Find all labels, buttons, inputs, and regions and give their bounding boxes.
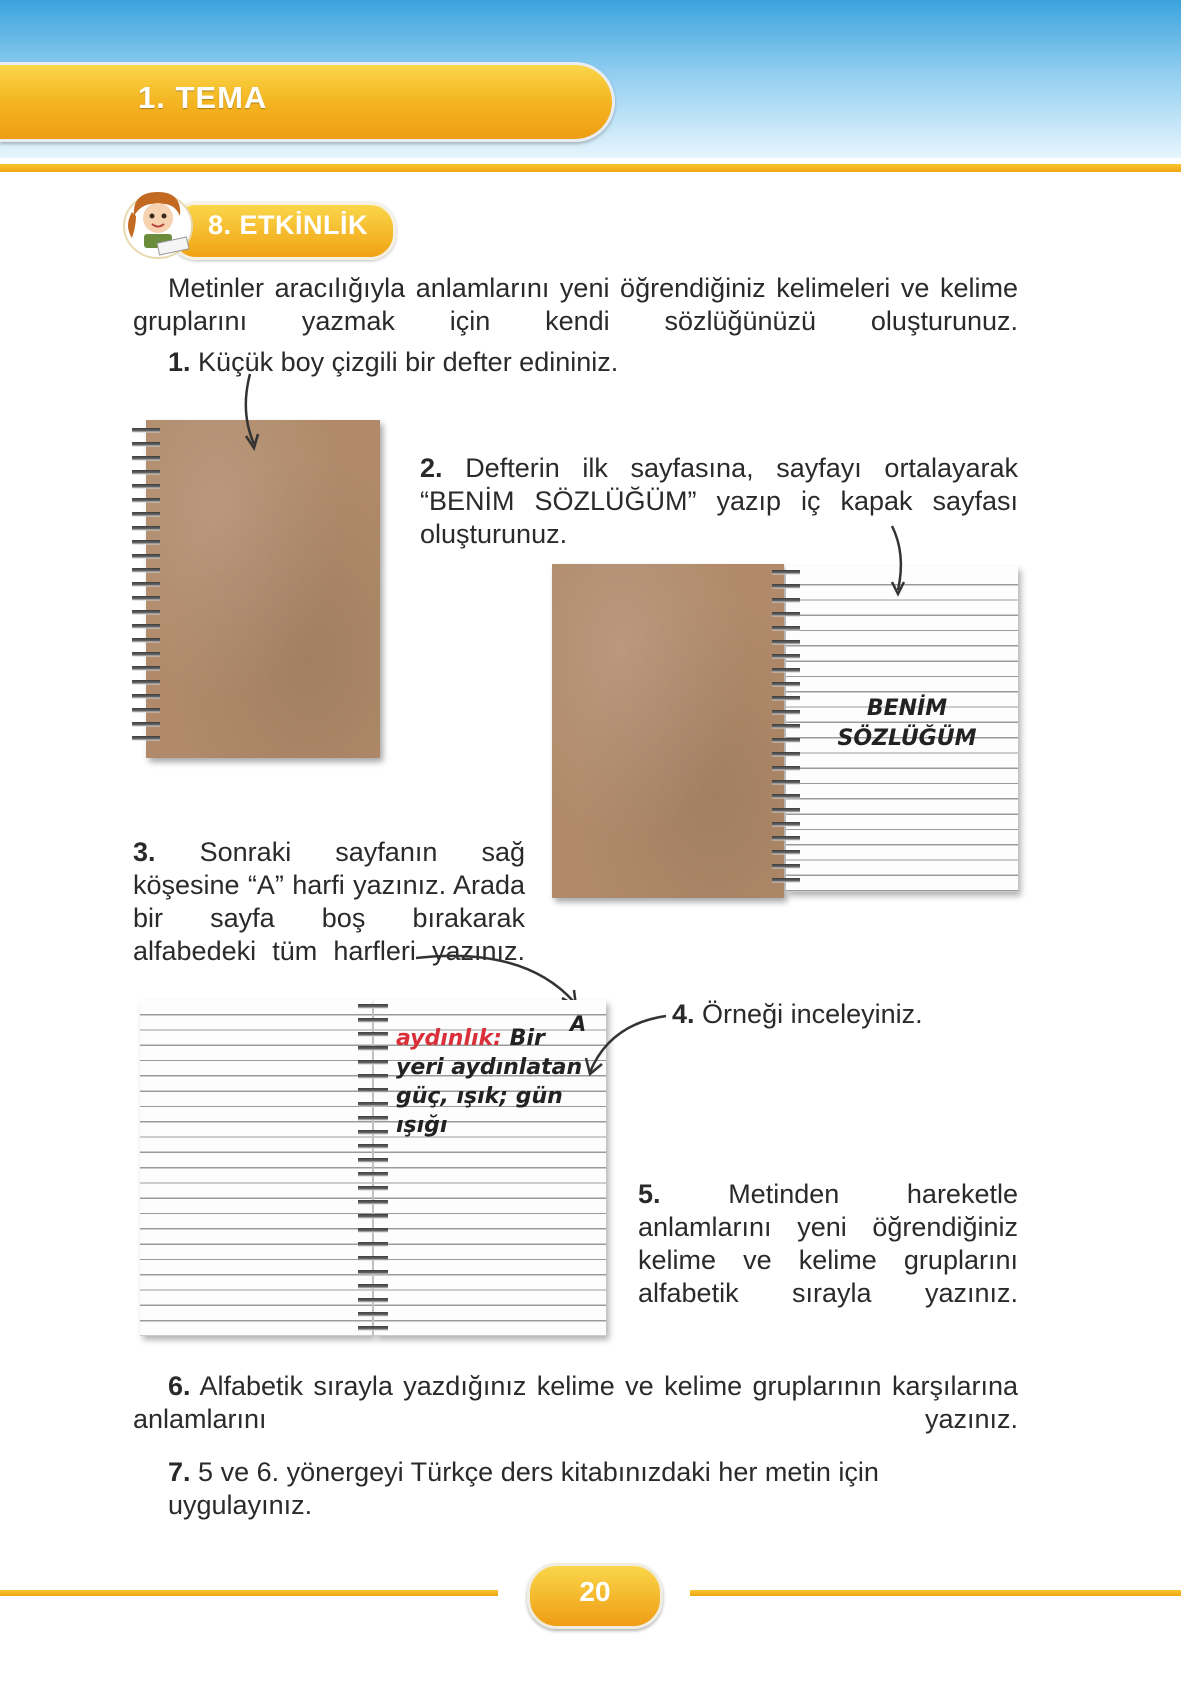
step-7 (168, 1456, 1028, 1522)
footer-divider-right (690, 1590, 1181, 1596)
arrow-icon (236, 372, 266, 456)
step-3-text: Sonraki sayfanın sağ köşesine “A” harfi yazınız. Arada bir sayfa boş bırakarak alfabedeki tüm harfleri yazınız. (133, 837, 525, 966)
step-7-text: 5 ve 6. yönergeyi Türkçe ders kitabınızdaki her metin için uygulayınız. (168, 1457, 879, 1520)
step-1-number: 1. (168, 347, 191, 377)
example-definition-line1: Bir (509, 1026, 545, 1051)
student-mascot-icon (118, 182, 198, 262)
activity-title: 8. ETKİNLİK (208, 210, 369, 240)
step-1-text: Küçük boy çizgili bir defter edininiz. (198, 347, 619, 377)
arrow-icon (884, 524, 914, 600)
theme-banner (0, 62, 615, 142)
theme-title: 1. TEMA (138, 80, 268, 115)
notebook-spiral (132, 428, 160, 750)
step-6 (133, 1370, 1018, 1436)
example-entry (396, 1024, 600, 1140)
step-2-text: Defterin ilk sayfasına, sayfayı ortalayarak “BENİM SÖZLÜĞÜM” yazıp iç kapak sayfası oluşturunuz. (420, 453, 1018, 549)
closed-notebook (146, 420, 380, 758)
step-2-number: 2. (420, 453, 443, 483)
footer-divider-left (0, 1590, 498, 1596)
dictionary-title-line2: SÖZLÜĞÜM (837, 726, 977, 751)
example-definition-line4: ışığı (396, 1113, 448, 1138)
step-4-number: 4. (672, 999, 695, 1029)
step-4 (672, 998, 1012, 1031)
step-5 (638, 1178, 1018, 1310)
step-5-text: Metinden hareketle anlamlarını yeni öğrendiğiniz kelime ve kelime gruplarını alfabetik sırayla yazınız. (638, 1179, 1018, 1308)
step-6-text: Alfabetik sırayla yazdığınız kelime ve kelime gruplarının karşılarına anlamlarını yazınız. (133, 1371, 1018, 1434)
example-letter: A (570, 1012, 587, 1036)
header-divider (0, 164, 1181, 172)
intro-paragraph: Metinler aracılığıyla anlamlarını yeni öğrendiğiniz kelimeleri ve kelime gruplarını yazmak için kendi sözlüğünüzü oluşturunuz. (133, 273, 1018, 336)
step-7-number: 7. (168, 1457, 191, 1487)
dictionary-title (800, 694, 1014, 754)
example-definition-line3: güç, ışık; gün (396, 1084, 563, 1109)
step-4-text: Örneği inceleyiniz. (702, 999, 923, 1029)
step-2 (420, 452, 1018, 551)
example-word: aydınlık: (396, 1026, 502, 1051)
arrow-icon (580, 1010, 670, 1080)
notebook-spiral (772, 570, 800, 892)
page-number: 20 (579, 1576, 611, 1607)
example-definition-line2: yeri aydınlatan (396, 1055, 583, 1080)
step-1 (168, 346, 868, 379)
notebook-spiral (358, 1004, 388, 1332)
step-3-number: 3. (133, 837, 156, 867)
step-3 (133, 836, 525, 968)
notebook-cover-open (552, 564, 784, 898)
dictionary-title-line1: BENİM (866, 696, 948, 721)
example-left-page (140, 1000, 372, 1336)
step-6-number: 6. (168, 1371, 191, 1401)
step-5-number: 5. (638, 1179, 661, 1209)
